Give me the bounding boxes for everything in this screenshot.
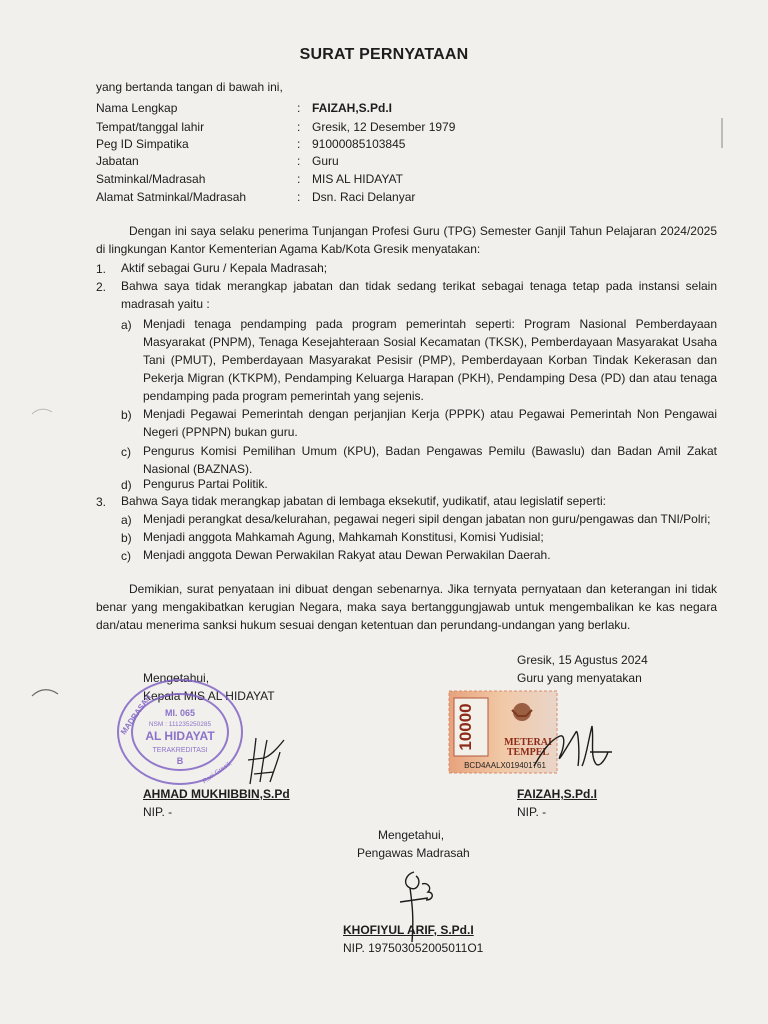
meterai-label1: METERAI (504, 737, 552, 748)
scan-mark (30, 406, 54, 416)
point-3c: Menjadi anggota Dewan Perwakilan Rakyat atau Dewan Perwakilan Daerah. (143, 548, 551, 562)
supervisor-know: Mengetahui, (378, 828, 445, 842)
place-date: Gresik, 15 Agustus 2024 (517, 653, 648, 667)
subpoint-letter: c) (121, 445, 131, 459)
head-nip: NIP. - (143, 805, 173, 819)
signer-signature (520, 722, 620, 780)
page-title: SURAT PERNYATAAN (299, 46, 469, 63)
identity-value-birth: Gresik, 12 Desember 1979 (312, 120, 456, 134)
colon: : (297, 154, 301, 168)
identity-value-pegid: 91000085103845 (312, 137, 406, 151)
stamp-line1: MI. 065 (164, 708, 196, 718)
identity-value-jabatan: Guru (312, 154, 339, 168)
subpoint-letter: b) (121, 531, 132, 545)
madrasah-stamp (114, 676, 246, 788)
point-2d: Pengurus Partai Politik. (143, 477, 268, 491)
point-2a: Menjadi tenaga pendamping pada program pemerintah seperti: Program Nasional Pemberdayaan Masyarakat (PNPM), Tenaga Kesejahteraan Sosial Kecamatan (TKSK), Pemberdayaan Masyarakat Usaha Tani (PMUT), Pemberdayaan Masyarakat Pesisir (PMP), Pemberdayaan Korban Tindak Kekerasan dan Pekerja Migran (KTKPM), Pendamping Keluarga Harapan (PKH), Pendamping Desa (PD) dan atau tenaga pendamping pada program pemerintah yang sejenis. (143, 317, 717, 403)
identity-label-jabatan: Jabatan (96, 154, 139, 168)
meterai-label2: TEMPEL (506, 747, 550, 758)
supervisor-name: KHOFIYUL ARIF, S.Pd.I (343, 923, 474, 937)
subpoint-letter: b) (121, 408, 132, 422)
point-number: 3. (96, 495, 107, 509)
point-3a: Menjadi perangkat desa/kelurahan, pegawai negeri sipil dengan jabatan non guru/pengawas dan TNI/Polri; (143, 512, 711, 526)
identity-label-name: Nama Lengkap (96, 101, 178, 115)
point-3: Bahwa Saya tidak merangkap jabatan di lembaga eksekutif, yudikatif, atau legislatif seperti: (121, 494, 606, 508)
point-number: 2. (96, 280, 107, 294)
subpoint-letter: c) (121, 549, 131, 563)
identity-label-pegid: Peg ID Simpatika (96, 137, 189, 151)
head-name: AHMAD MUKHIBBIN,S.Pd (143, 787, 290, 801)
identity-value-name: FAIZAH,S.Pd.I (312, 101, 393, 115)
identity-label-alamat: Alamat Satminkal/Madrasah (96, 190, 247, 204)
stamp-line4: TERAKREDITASI (152, 747, 208, 754)
supervisor-role: Pengawas Madrasah (357, 846, 470, 860)
subpoint-letter: a) (121, 318, 132, 332)
point-number: 1. (96, 262, 107, 276)
point-3b: Menjadi anggota Mahkamah Agung, Mahkamah Konstitusi, Komisi Yudisial; (143, 530, 544, 544)
scan-mark (30, 686, 60, 698)
head-signature (234, 730, 296, 790)
subpoint-letter: a) (121, 513, 132, 527)
identity-value-alamat: Dsn. Raci Delanyar (312, 190, 416, 204)
point-2b: Menjadi Pegawai Pemerintah dengan perjanjian Kerja (PPPK) atau Pegawai Pemerintah Non Pengawai Negeri (PPNPN) bukan guru. (143, 407, 717, 439)
stamp-text-bottom: Raci Gresik (201, 760, 233, 786)
supervisor-nip: NIP. 197503052005011O1 (343, 941, 484, 955)
point-1: Aktif sebagai Guru / Kepala Madrasah; (121, 261, 328, 275)
identity-value-madrasah: MIS AL HIDAYAT (312, 172, 403, 186)
head-know: Mengetahui, (143, 671, 210, 685)
colon: : (297, 172, 301, 186)
subpoint-letter: d) (121, 478, 132, 492)
head-role: Kepala MIS AL HIDAYAT (143, 689, 275, 703)
identity-label-madrasah: Satminkal/Madrasah (96, 172, 206, 186)
intro-text: yang bertanda tangan di bawah ini, (96, 80, 283, 94)
signer-role: Guru yang menyatakan (517, 671, 642, 685)
meterai-value: 10000 (456, 703, 475, 751)
colon: : (297, 190, 301, 204)
colon: : (297, 101, 301, 115)
stamp-line5: B (176, 756, 184, 766)
colon: : (297, 120, 301, 134)
stamp-line3: AL HIDAYAT (145, 729, 215, 743)
identity-label-birth: Tempat/tanggal lahir (96, 120, 205, 134)
opening-paragraph: Dengan ini saya selaku penerima Tunjangan Profesi Guru (TPG) Semester Ganjil Tahun Pelajaran 2024/2025 di lingkungan Kantor Kementerian Agama Kab/Kota Gresik menyatakan: (96, 224, 717, 256)
stamp-text-top: MADRASAH (118, 692, 154, 737)
closing-paragraph: Demikian, surat penyataan ini dibuat dengan sebenarnya. Jika ternyata pernyataan dan keterangan ini tidak benar yang mengakibatkan kerugian Negara, maka saya bertanggungjawab untuk mengembalikan ke kas negara dan/atau menerima sanksi hukum sesuai dengan ketentuan dan perundang-undangan yang berlaku. (96, 582, 717, 632)
signer-nip: NIP. - (517, 805, 547, 819)
point-2c: Pengurus Komisi Pemilihan Umum (KPU), Badan Pengawas Pemilu (Bawaslu) dan Badan Amil Zakat Nasional (BAZNAS). (143, 444, 717, 476)
meterai-serial: BCD4AALX019401761 (464, 761, 546, 770)
stamp-line2: NSM : 111235250285 (148, 721, 212, 728)
scan-mark (720, 118, 724, 148)
point-2: Bahwa saya tidak merangkap jabatan dan tidak sedang terikat sebagai tenaga tetap pada instansi selain madrasah yaitu : (121, 279, 717, 311)
signer-name: FAIZAH,S.Pd.I (517, 787, 598, 801)
colon: : (297, 137, 301, 151)
